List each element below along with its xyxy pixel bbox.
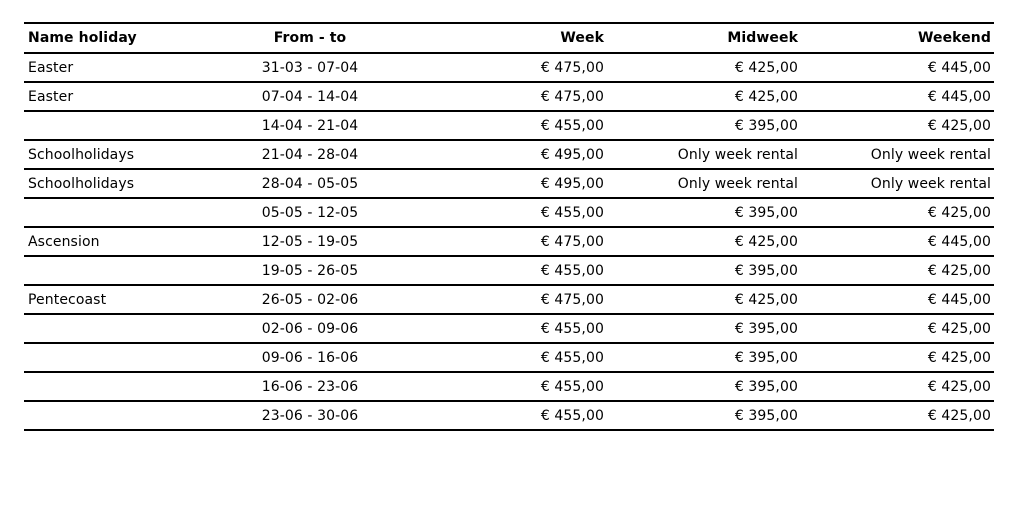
- cell-weekend-price: € 425,00: [801, 372, 994, 401]
- cell-week-price: € 475,00: [399, 53, 607, 82]
- cell-midweek-price: € 395,00: [607, 111, 801, 140]
- table-row: [24, 140, 994, 169]
- cell-name-holiday: [24, 198, 220, 227]
- cell-name-holiday: [24, 372, 220, 401]
- cell-week-price: € 475,00: [399, 285, 607, 314]
- cell-week-price: € 475,00: [399, 82, 607, 111]
- table-row: [24, 111, 994, 140]
- cell-name-holiday: Pentecoast: [24, 285, 220, 314]
- cell-weekend-price: € 425,00: [801, 343, 994, 372]
- cell-name-holiday: Schoolholidays: [24, 169, 220, 198]
- cell-weekend-price: Only week rental: [801, 140, 994, 169]
- cell-week-price: € 455,00: [399, 372, 607, 401]
- cell-weekend-price: € 425,00: [801, 314, 994, 343]
- cell-date-range: 23-06 - 30-06: [220, 401, 399, 430]
- cell-name-holiday: Easter: [24, 53, 220, 82]
- table-body: [24, 53, 994, 430]
- cell-weekend-price: € 445,00: [801, 53, 994, 82]
- table-row: [24, 401, 994, 430]
- table-row: [24, 343, 994, 372]
- header-from-to: From - to: [220, 23, 399, 53]
- cell-name-holiday: [24, 401, 220, 430]
- cell-week-price: € 455,00: [399, 111, 607, 140]
- cell-weekend-price: € 445,00: [801, 227, 994, 256]
- cell-name-holiday: [24, 256, 220, 285]
- cell-date-range: 16-06 - 23-06: [220, 372, 399, 401]
- cell-midweek-price: € 395,00: [607, 256, 801, 285]
- cell-week-price: € 455,00: [399, 314, 607, 343]
- cell-midweek-price: € 425,00: [607, 82, 801, 111]
- cell-week-price: € 455,00: [399, 401, 607, 430]
- cell-date-range: 05-05 - 12-05: [220, 198, 399, 227]
- cell-midweek-price: € 395,00: [607, 401, 801, 430]
- cell-name-holiday: [24, 343, 220, 372]
- cell-name-holiday: Easter: [24, 82, 220, 111]
- cell-date-range: 14-04 - 21-04: [220, 111, 399, 140]
- cell-name-holiday: [24, 314, 220, 343]
- cell-week-price: € 475,00: [399, 227, 607, 256]
- cell-midweek-price: € 395,00: [607, 198, 801, 227]
- cell-midweek-price: € 395,00: [607, 372, 801, 401]
- cell-week-price: € 495,00: [399, 169, 607, 198]
- cell-midweek-price: € 395,00: [607, 314, 801, 343]
- header-name-holiday: Name holiday: [24, 23, 220, 53]
- cell-date-range: 07-04 - 14-04: [220, 82, 399, 111]
- header-midweek: Midweek: [607, 23, 801, 53]
- cell-midweek-price: € 425,00: [607, 227, 801, 256]
- cell-weekend-price: € 425,00: [801, 256, 994, 285]
- cell-midweek-price: € 395,00: [607, 343, 801, 372]
- cell-midweek-price: € 425,00: [607, 285, 801, 314]
- cell-weekend-price: € 425,00: [801, 198, 994, 227]
- table-row: [24, 82, 994, 111]
- cell-date-range: 31-03 - 07-04: [220, 53, 399, 82]
- cell-date-range: 19-05 - 26-05: [220, 256, 399, 285]
- cell-week-price: € 455,00: [399, 256, 607, 285]
- table-row: [24, 256, 994, 285]
- cell-weekend-price: € 445,00: [801, 285, 994, 314]
- table-row: [24, 227, 994, 256]
- table-row: [24, 198, 994, 227]
- header-week: Week: [399, 23, 607, 53]
- cell-midweek-price: Only week rental: [607, 140, 801, 169]
- cell-name-holiday: Ascension: [24, 227, 220, 256]
- cell-date-range: 09-06 - 16-06: [220, 343, 399, 372]
- cell-weekend-price: € 425,00: [801, 111, 994, 140]
- table-row: [24, 169, 994, 198]
- cell-weekend-price: Only week rental: [801, 169, 994, 198]
- cell-name-holiday: Schoolholidays: [24, 140, 220, 169]
- table-row: [24, 53, 994, 82]
- table-header-row: [24, 23, 994, 53]
- header-weekend: Weekend: [801, 23, 994, 53]
- cell-date-range: 28-04 - 05-05: [220, 169, 399, 198]
- cell-name-holiday: [24, 111, 220, 140]
- table-row: [24, 314, 994, 343]
- cell-weekend-price: € 445,00: [801, 82, 994, 111]
- cell-midweek-price: € 425,00: [607, 53, 801, 82]
- table-row: [24, 285, 994, 314]
- holiday-price-table: [24, 22, 994, 431]
- table-row: [24, 372, 994, 401]
- cell-week-price: € 495,00: [399, 140, 607, 169]
- cell-midweek-price: Only week rental: [607, 169, 801, 198]
- cell-weekend-price: € 425,00: [801, 401, 994, 430]
- cell-week-price: € 455,00: [399, 343, 607, 372]
- cell-date-range: 02-06 - 09-06: [220, 314, 399, 343]
- cell-date-range: 12-05 - 19-05: [220, 227, 399, 256]
- cell-date-range: 26-05 - 02-06: [220, 285, 399, 314]
- cell-date-range: 21-04 - 28-04: [220, 140, 399, 169]
- cell-week-price: € 455,00: [399, 198, 607, 227]
